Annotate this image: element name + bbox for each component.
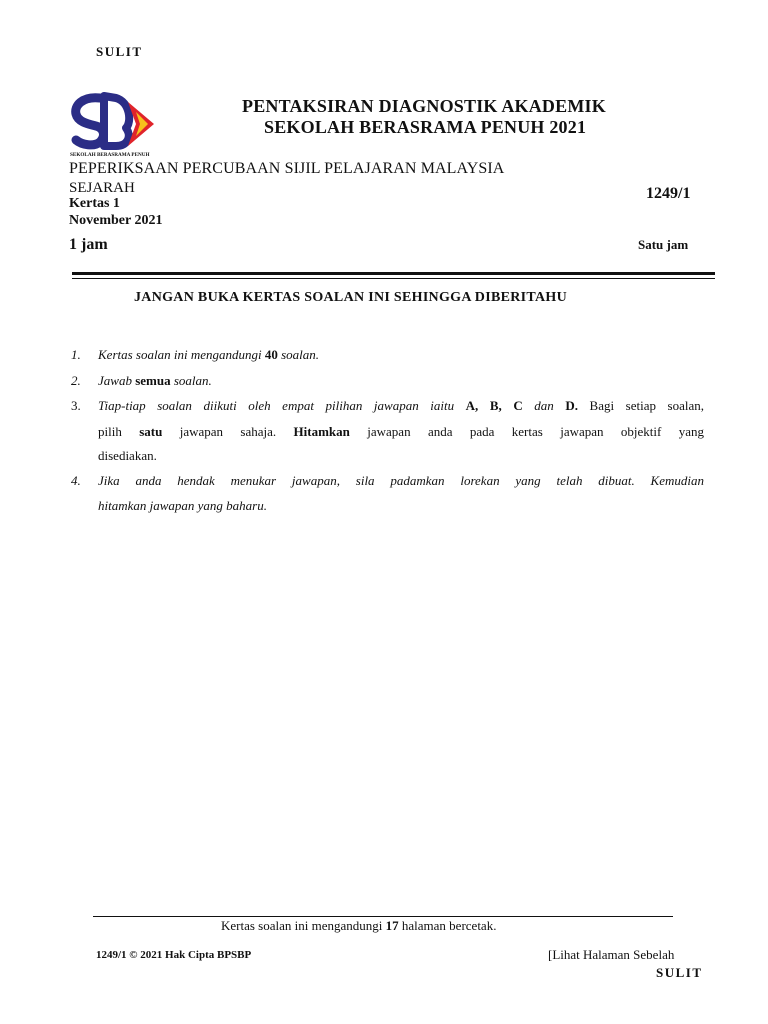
duration-numeric: 1 jam	[69, 236, 108, 253]
exam-date: November 2021	[69, 213, 163, 228]
instruction-1-number: 1.	[71, 347, 81, 362]
footer-divider	[93, 916, 673, 917]
instruction-2-text: Jawab	[98, 373, 136, 388]
next-page-note: [Lihat Halaman Sebelah	[548, 947, 675, 962]
sbp-logo	[70, 92, 160, 158]
instruction-3-text-d: jawapan sahaja.	[162, 424, 294, 439]
school-title: SEKOLAH BERASRAMA PENUH 2021	[264, 117, 587, 137]
page-count-text-end: halaman bercetak.	[398, 918, 497, 933]
copyright-notice: 1249/1 © 2021 Hak Cipta BPSBP	[96, 949, 252, 961]
assessment-title: PENTAKSIRAN DIAGNOSTIK AKADEMIK	[242, 96, 606, 116]
instruction-1-text: Kertas soalan ini mengandungi	[98, 347, 265, 362]
instruction-1-count: 40	[264, 347, 278, 362]
instruction-4-line-1: Jika anda hendak menukar jawapan, sila padamkan lorekan yang telah dibuat. Kemudian	[98, 473, 704, 488]
instruction-3-text-e: jawapan anda pada kertas jawapan objektif yang	[349, 424, 704, 439]
instruction-3-option-d: D.	[565, 398, 578, 413]
page-count-number: 17	[385, 918, 399, 933]
instruction-2	[98, 373, 704, 389]
header-divider-thin	[72, 278, 715, 279]
duration-words: Satu jam	[638, 237, 689, 252]
instruction-3-text-b: Bagi setiap soalan,	[578, 398, 705, 413]
classification-top: SULIT	[96, 44, 143, 59]
warning-notice: JANGAN BUKA KERTAS SOALAN INI SEHINGGA DIBERITAHU	[134, 290, 567, 305]
page-count-note	[221, 918, 496, 934]
instruction-4-number: 4.	[71, 473, 81, 488]
instruction-3-options: A, B, C	[465, 398, 523, 413]
instruction-3-line-2	[98, 424, 704, 440]
paper-number: Kertas 1	[69, 196, 120, 211]
logo-caption: SEKOLAH BERASRAMA PENUH	[70, 152, 150, 158]
classification-bottom: SULIT	[656, 965, 703, 980]
instruction-3-text-c: pilih	[98, 424, 140, 439]
instruction-3-number: 3.	[71, 398, 81, 413]
instruction-3-emphasis-satu: satu	[139, 424, 163, 439]
exam-name: PEPERIKSAAN PERCUBAAN SIJIL PELAJARAN MALAYSIA	[69, 160, 505, 177]
instruction-3-emphasis-hitamkan: Hitamkan	[293, 424, 350, 439]
instruction-1	[98, 347, 704, 363]
instruction-3-line-3: disediakan.	[98, 448, 157, 463]
header-divider-thick	[72, 272, 715, 275]
instruction-3-conjunction: dan	[522, 398, 566, 413]
instruction-1-text-end: soalan.	[277, 347, 320, 362]
instruction-2-number: 2.	[71, 373, 81, 388]
paper-code: 1249/1	[646, 185, 691, 202]
instruction-2-text-end: soalan.	[170, 373, 212, 388]
instruction-2-emphasis: semua	[135, 373, 171, 388]
page-count-text: Kertas soalan ini mengandungi	[221, 918, 386, 933]
instruction-3-line-1	[98, 398, 704, 414]
instruction-4-line-2: hitamkan jawapan yang baharu.	[98, 498, 267, 513]
instruction-3-text-a: Tiap-tiap soalan diikuti oleh empat pilihan jawapan iaitu	[98, 398, 466, 413]
subject-name: SEJARAH	[69, 180, 135, 196]
